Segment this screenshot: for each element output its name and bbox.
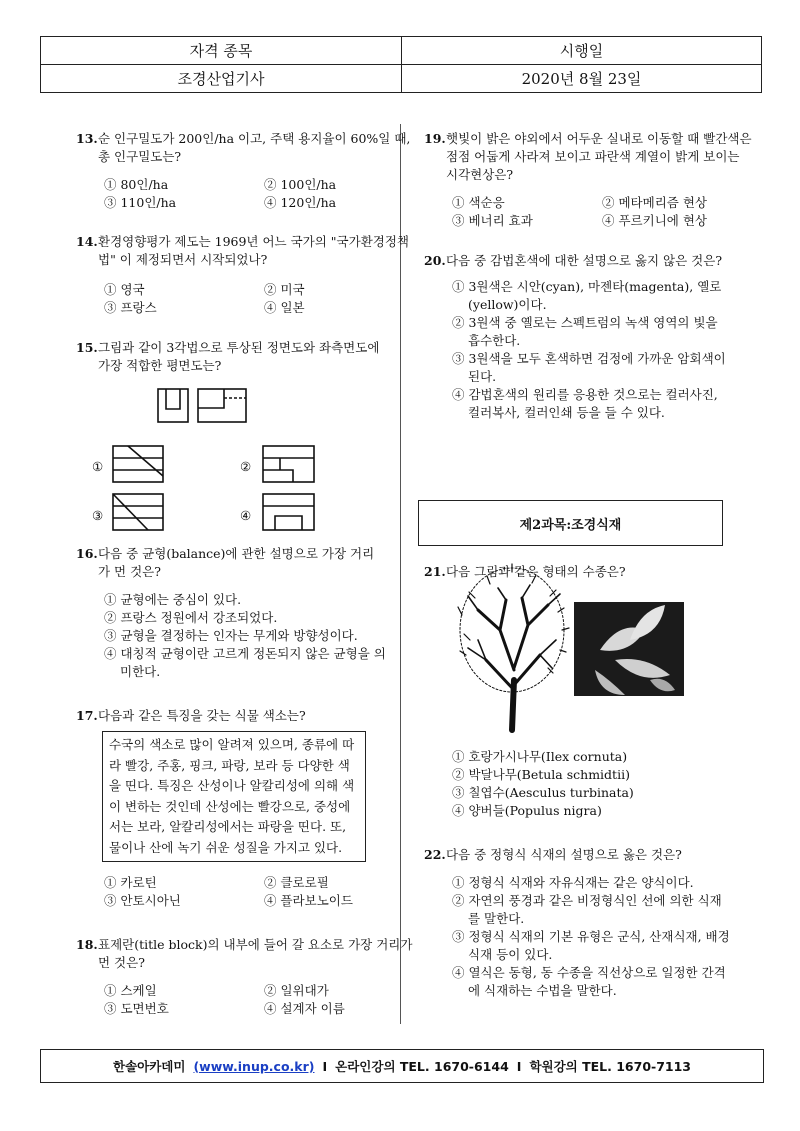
question-number: 15. [76, 340, 98, 355]
option-4: ④ 양버들(Populus nigra) [452, 803, 602, 818]
question-text: 그림과 같이 3각법으로 투상된 정면도와 좌측면도에 가장 적합한 평면도는? [98, 340, 380, 373]
footer-bar [40, 1049, 764, 1083]
option-4: ④ 열식은 동형, 동 수종을 직선상으로 일정한 간격에 식재하는 수법을 말한다. [452, 965, 726, 998]
option-3: ③ 정형식 식재의 기본 유형은 군식, 산재식재, 배경식재 등이 있다. [452, 929, 730, 962]
option-2: ② 일위대가 [264, 983, 329, 998]
plan-option-2-label: ② [240, 459, 252, 474]
option-1: ① 3원색은 시안(cyan), 마젠타(magenta), 옐로(yellow)이다. [452, 279, 722, 312]
option-4: ④ 일본 [264, 300, 305, 315]
option-4: ④ 플라보노이드 [264, 893, 353, 908]
option-4: ④ 푸르키니에 현상 [602, 213, 707, 228]
footer-separator: I [322, 1058, 328, 1074]
option-2: ② 박달나무(Betula schmidtii) [452, 767, 630, 782]
tree-silhouette-illustration [458, 564, 569, 730]
option-1: ① 균형에는 중심이 있다. [104, 592, 242, 607]
option-3: ③ 프랑스 [104, 300, 157, 315]
option-3: ③ 도면번호 [104, 1001, 169, 1016]
question-number: 18. [76, 937, 98, 952]
option-3: ③ 3원색을 모두 혼색하면 검정에 가까운 암회색이 된다. [452, 351, 726, 384]
header-exam-date: 2020년 8월 23일 [402, 65, 762, 93]
option-4: ④ 감법혼색의 원리를 응용한 것으로는 컬러사진, 컬러복사, 컬러인쇄 등을 들 수 있다. [452, 387, 718, 420]
option-1: ① 카로틴 [104, 875, 157, 890]
question-number: 20. [424, 253, 446, 268]
question-text: 햇빛이 밝은 야외에서 어두운 실내로 이동할 때 빨간색은 점점 어둡게 사라져 보이고 파란색 계열이 밝게 보이는 시각현상은? [446, 131, 752, 182]
option-3: ③ 안토시아닌 [104, 893, 181, 908]
option-1: ① 스케일 [104, 983, 157, 998]
option-1: ① 호랑가시나무(Ilex cornuta) [452, 749, 628, 764]
option-2: ② 클로로필 [264, 875, 329, 890]
question-number: 14. [76, 234, 98, 249]
plan-option-4-label: ④ [240, 508, 252, 523]
option-2: ② 미국 [264, 282, 305, 297]
question-number: 21. [424, 564, 446, 579]
header-exam-name: 조경산업기사 [41, 65, 402, 93]
question-number: 13. [76, 131, 98, 146]
question-number: 22. [424, 847, 446, 862]
option-4: ④ 대칭적 균형이란 고르게 정돈되지 않은 균형을 의미한다. [104, 646, 386, 679]
option-3: ③ 베너리 효과 [452, 213, 533, 228]
option-4: ④ 설계자 이름 [264, 1001, 345, 1016]
question-text: 다음 중 감법혼색에 대한 설명으로 옳지 않은 것은? [446, 253, 723, 268]
option-1: ① 정형식 식재와 자유식재는 같은 양식이다. [452, 875, 694, 890]
option-3: ③ 칠엽수(Aesculus turbinata) [452, 785, 634, 800]
question-number: 17. [76, 708, 98, 723]
footer-website-link[interactable]: (www.inup.co.kr) [193, 1058, 315, 1074]
pigment-description-box: 수국의 색소로 많이 알려져 있으며, 종류에 따라 빨강, 주홍, 핑크, 파랑, 보라 등 다양한 색을 띤다. 특징은 산성이나 알칼리성에 의해 색이 변하는 것인데 산성에는 빨강으로, 중성에서는 보라, 알칼리성에서는 파랑을 띤다. 또, 물이나 산에 녹기 쉬운 성질을 가지고 있다. [102, 731, 366, 862]
question-text: 순 인구밀도가 200인/ha 이고, 주택 용지율이 60%일 때, 총 인구밀도는? [98, 131, 411, 164]
option-1: ① 영국 [104, 282, 145, 297]
option-2: ② 3원색 중 옐로는 스펙트럼의 녹색 영역의 빛을 흡수한다. [452, 315, 718, 348]
option-4: ④ 120인/ha [264, 195, 337, 210]
footer-separator: I [516, 1058, 522, 1074]
option-3: ③ 110인/ha [104, 195, 177, 210]
footer-academy: 한솔아카데미 [113, 1059, 186, 1074]
question-number: 16. [76, 546, 98, 561]
header-subject-label: 자격 종목 [41, 37, 402, 65]
question-text: 다음 중 균형(balance)에 관한 설명으로 가장 거리가 먼 것은? [98, 546, 375, 579]
question-text: 다음 그림과 같은 형태의 수종은? [446, 564, 626, 579]
footer-offline-tel: 학원강의 TEL. 1670-7113 [529, 1059, 691, 1074]
option-1: ① 색순응 [452, 195, 505, 210]
leaf-photo-image [574, 602, 684, 696]
option-2: ② 100인/ha [264, 177, 337, 192]
option-1: ① 80인/ha [104, 177, 169, 192]
question-text: 환경영향평가 제도는 1969년 어느 국가의 "국가환경정책법" 이 제정되면서 시작되었나? [98, 234, 410, 267]
option-2: ② 자연의 풍경과 같은 비정형식인 선에 의한 식재를 말한다. [452, 893, 722, 926]
question-text: 표제란(title block)의 내부에 들어 갈 요소로 가장 거리가 먼 것은? [98, 937, 413, 970]
option-2: ② 메타메리즘 현상 [602, 195, 707, 210]
footer-online-tel: 온라인강의 TEL. 1670-6144 [335, 1059, 509, 1074]
question-number: 19. [424, 131, 446, 146]
question-text: 다음 중 정형식 식재의 설명으로 옳은 것은? [446, 847, 682, 862]
question-text: 다음과 같은 특징을 갖는 식물 색소는? [98, 708, 306, 723]
plan-option-3-label: ③ [92, 508, 104, 523]
header-date-label: 시행일 [402, 37, 762, 65]
option-3: ③ 균형을 결정하는 인자는 무게와 방향성이다. [104, 628, 358, 643]
section-title: 제2과목:조경식재 [519, 517, 622, 533]
option-2: ② 프랑스 정원에서 강조되었다. [104, 610, 278, 625]
plan-option-1-label: ① [92, 459, 104, 474]
